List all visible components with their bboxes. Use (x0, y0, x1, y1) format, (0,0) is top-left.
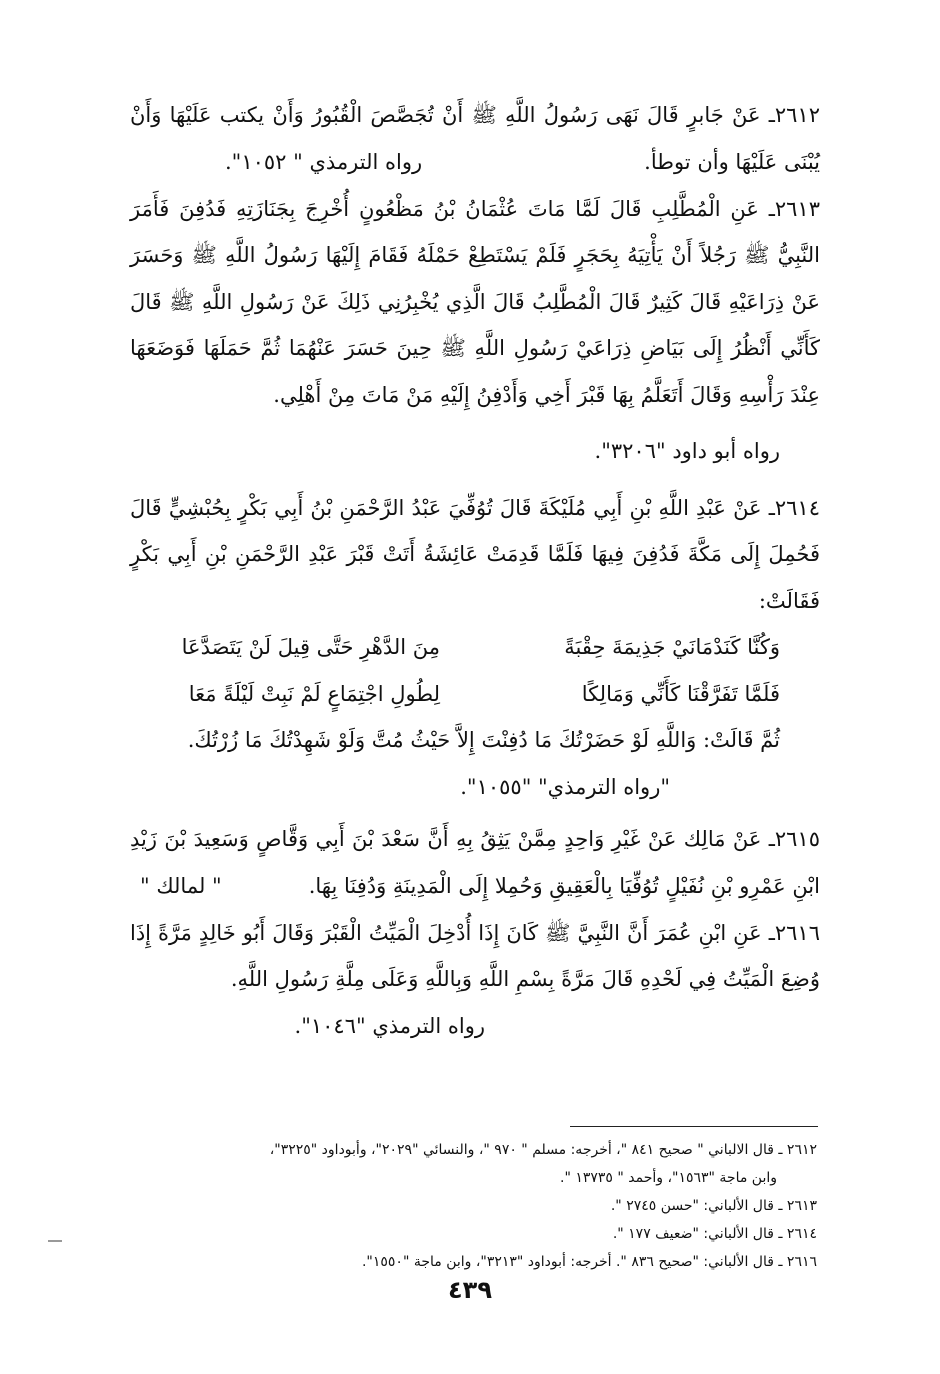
hadith-source: رواه أبو داود "٣٢٠٦". (594, 439, 780, 463)
verse-hemistich: مِنَ الدَّهْرِ حَتَّى قِيلَ لَنْ يَتَصَدَّعَا (181, 635, 440, 659)
hadith-source: " لمالك " (140, 874, 222, 898)
hadith-2613 (130, 186, 820, 419)
footnote: ٢٦١٤ ـ قال الألباني: "ضعيف ١٧٧ ". (612, 1226, 817, 1242)
verse-hemistich: لِطُولِ اجْتِمَاعٍ لَمْ نَبِتْ لَيْلَةً مَعَا (188, 681, 440, 706)
main-text (130, 92, 820, 1049)
hadith-text: ـ عَنْ عَبْدِ اللَّهِ بْنِ أَبِي مُلَيْكَةَ قَالَ تُوُفِّيَ عَبْدُ الرَّحْمَنِ بْنُ أَبِي بَكْرٍ بِحُبْشِيٍّ قَالَ فَحُمِلَ إِلَى مَكَّةَ فَدُفِنَ فِيهَا فَلَمَّا قَدِمَتْ عَائِشَةُ أَتَتْ قَبْرَ عَبْدِ الرَّحْمَنِ بْنِ أَبِي بَكْرٍ فَقَالَتْ: (130, 495, 820, 613)
hadith-number: ٢٦١٤ (774, 495, 820, 520)
hadith-number: ٢٦١٥ (774, 827, 820, 851)
hadith-source: رواه الترمذي " ١٠٥٢". (225, 150, 423, 174)
poem-verse (130, 624, 820, 671)
verse-hemistich: وَكُنَّا كَنَدْمَانَيْ جَذِيمَةَ حِقْبَةً (564, 635, 780, 659)
hadith-number: ٢٦١٣ (774, 196, 820, 221)
hadith-2616 (130, 910, 820, 1003)
page-number: ٤٣٩ (448, 1276, 492, 1304)
footnotes (145, 1136, 817, 1276)
footnote: ٢٦١٢ ـ قال الالباني " صحيح ٨٤١ "، أخرجه: مسلم " ٩٧٠ "، والنسائي "٢٠٢٩"، وأبوداود "٣٢٢٥"، (269, 1142, 817, 1158)
hadith-number: ٢٦١٢ (774, 103, 820, 127)
scan-mark (48, 1240, 62, 1242)
hadith-text: ـ عَنْ جَابرٍ قَالَ نَهَى رَسُولُ اللَّهِ ﷺ أَنْ تُجَصَّصَ الْقُبُورُ وَأَنْ يكتب عَلَيْهَا وَأَنْ يُبْنَى عَلَيْهَا وأن توطأ. (130, 103, 820, 174)
hadith-source: "رواه الترمذي" "١٠٥٥". (460, 774, 670, 799)
hadith-after-text: ثُمَّ قَالَتْ: وَاللَّهِ لَوْ حَضَرْتُكَ مَا دُفِنْتَ إِلاَّ حَيْثُ مُتَّ وَلَوْ شَهِدْتُكَ مَا زُرْتُكَ. (187, 728, 780, 752)
hadith-text: ـ عَنِ الْمُطَّلِبِ قَالَ لَمَّا مَاتَ عُثْمَانُ بْنُ مَظْعُونٍ أُخْرِجَ بِجَنَازَتِهِ فَدُفِنَ فَأَمَرَ النَّبِيُّ ﷺ رَجُلاً أَنْ يَأْتِيَهُ بِحَجَرٍ فَلَمْ يَسْتَطِعْ حَمْلَهُ فَقَامَ إِلَيْهَا رَسُولُ اللَّهِ ﷺ وَحَسَرَ عَنْ ذِرَاعَيْهِ قَالَ كَثِيرٌ قَالَ الْمُطَّلِبُ قَالَ الَّذِي يُخْبِرُنِي ذَلِكَ عَنْ رَسُولِ اللَّهِ ﷺ قَالَ كَأَنِّي أَنْظُرُ إِلَى بَيَاضِ ذِرَاعَيْ رَسُولِ اللَّهِ ﷺ حِينَ حَسَرَ عَنْهُمَا ثُمَّ حَمَلَهَا فَوَضَعَهَا عِنْدَ رَأْسِهِ وَقَالَ أَتَعَلَّمُ بِهَا قَبْرَ أَخِي وَأَدْفِنُ إِلَيْهِ مَنْ مَاتَ مِنْ أَهْلِي. (130, 196, 820, 407)
hadith-text: ـ عَنِ ابْنِ عُمَرَ أَنَّ النَّبِيَّ ﷺ كَانَ إِذَا أُدْخِلَ الْمَيِّتُ الْقَبْرَ وَقَالَ أَبُو خَالِدٍ مَرَّةً إِذَا وُضِعَ الْمَيِّتُ فِي لَحْدِهِ قَالَ مَرَّةً بِسْمِ اللَّهِ وَبِاللَّهِ وَعَلَى مِلَّةِ رَسُولِ اللَّهِ. (130, 920, 820, 991)
poem-verse (130, 671, 820, 718)
hadith-source: رواه الترمذي "١٠٤٦". (294, 1013, 485, 1038)
hadith-text: ـ عَنْ مَالِك عَنْ غَيْرِ وَاحِدٍ مِمَّنْ يَثِقُ بِهِ أَنَّ سَعْدَ بْنَ أَبِي وَقَّاصٍ وَسَعِيدَ بْنَ زَيْدِ ابْنِ عَمْرِو بْنِ نُفَيْلٍ تُوُفِّيَا بِالْعَقِيقِ وَحُمِلا إِلَى الْمَدِينَةِ وَدُفِنَا بِهَا. (130, 827, 820, 898)
hadith-number: ٢٦١٦ (774, 920, 820, 945)
footnote-separator (570, 1126, 818, 1127)
footnote: ٢٦١٦ ـ قال الألباني: "صحيح ٨٣٦ ". أخرجه: أبوداود "٣٢١٣"، وابن ماجة "١٥٥٠". (361, 1254, 817, 1270)
hadith-2614 (130, 485, 820, 625)
footnote: ٢٦١٣ ـ قال الألباني: "حسن ٢٧٤٥ ". (610, 1198, 817, 1214)
verse-hemistich: فَلَمَّا تَفَرَّقْنَا كَأَنِّي وَمَالِكًا (581, 681, 780, 706)
footnote: وابن ماجة "١٥٦٣"، وأحمد " ١٣٧٣٥ ". (560, 1170, 777, 1186)
